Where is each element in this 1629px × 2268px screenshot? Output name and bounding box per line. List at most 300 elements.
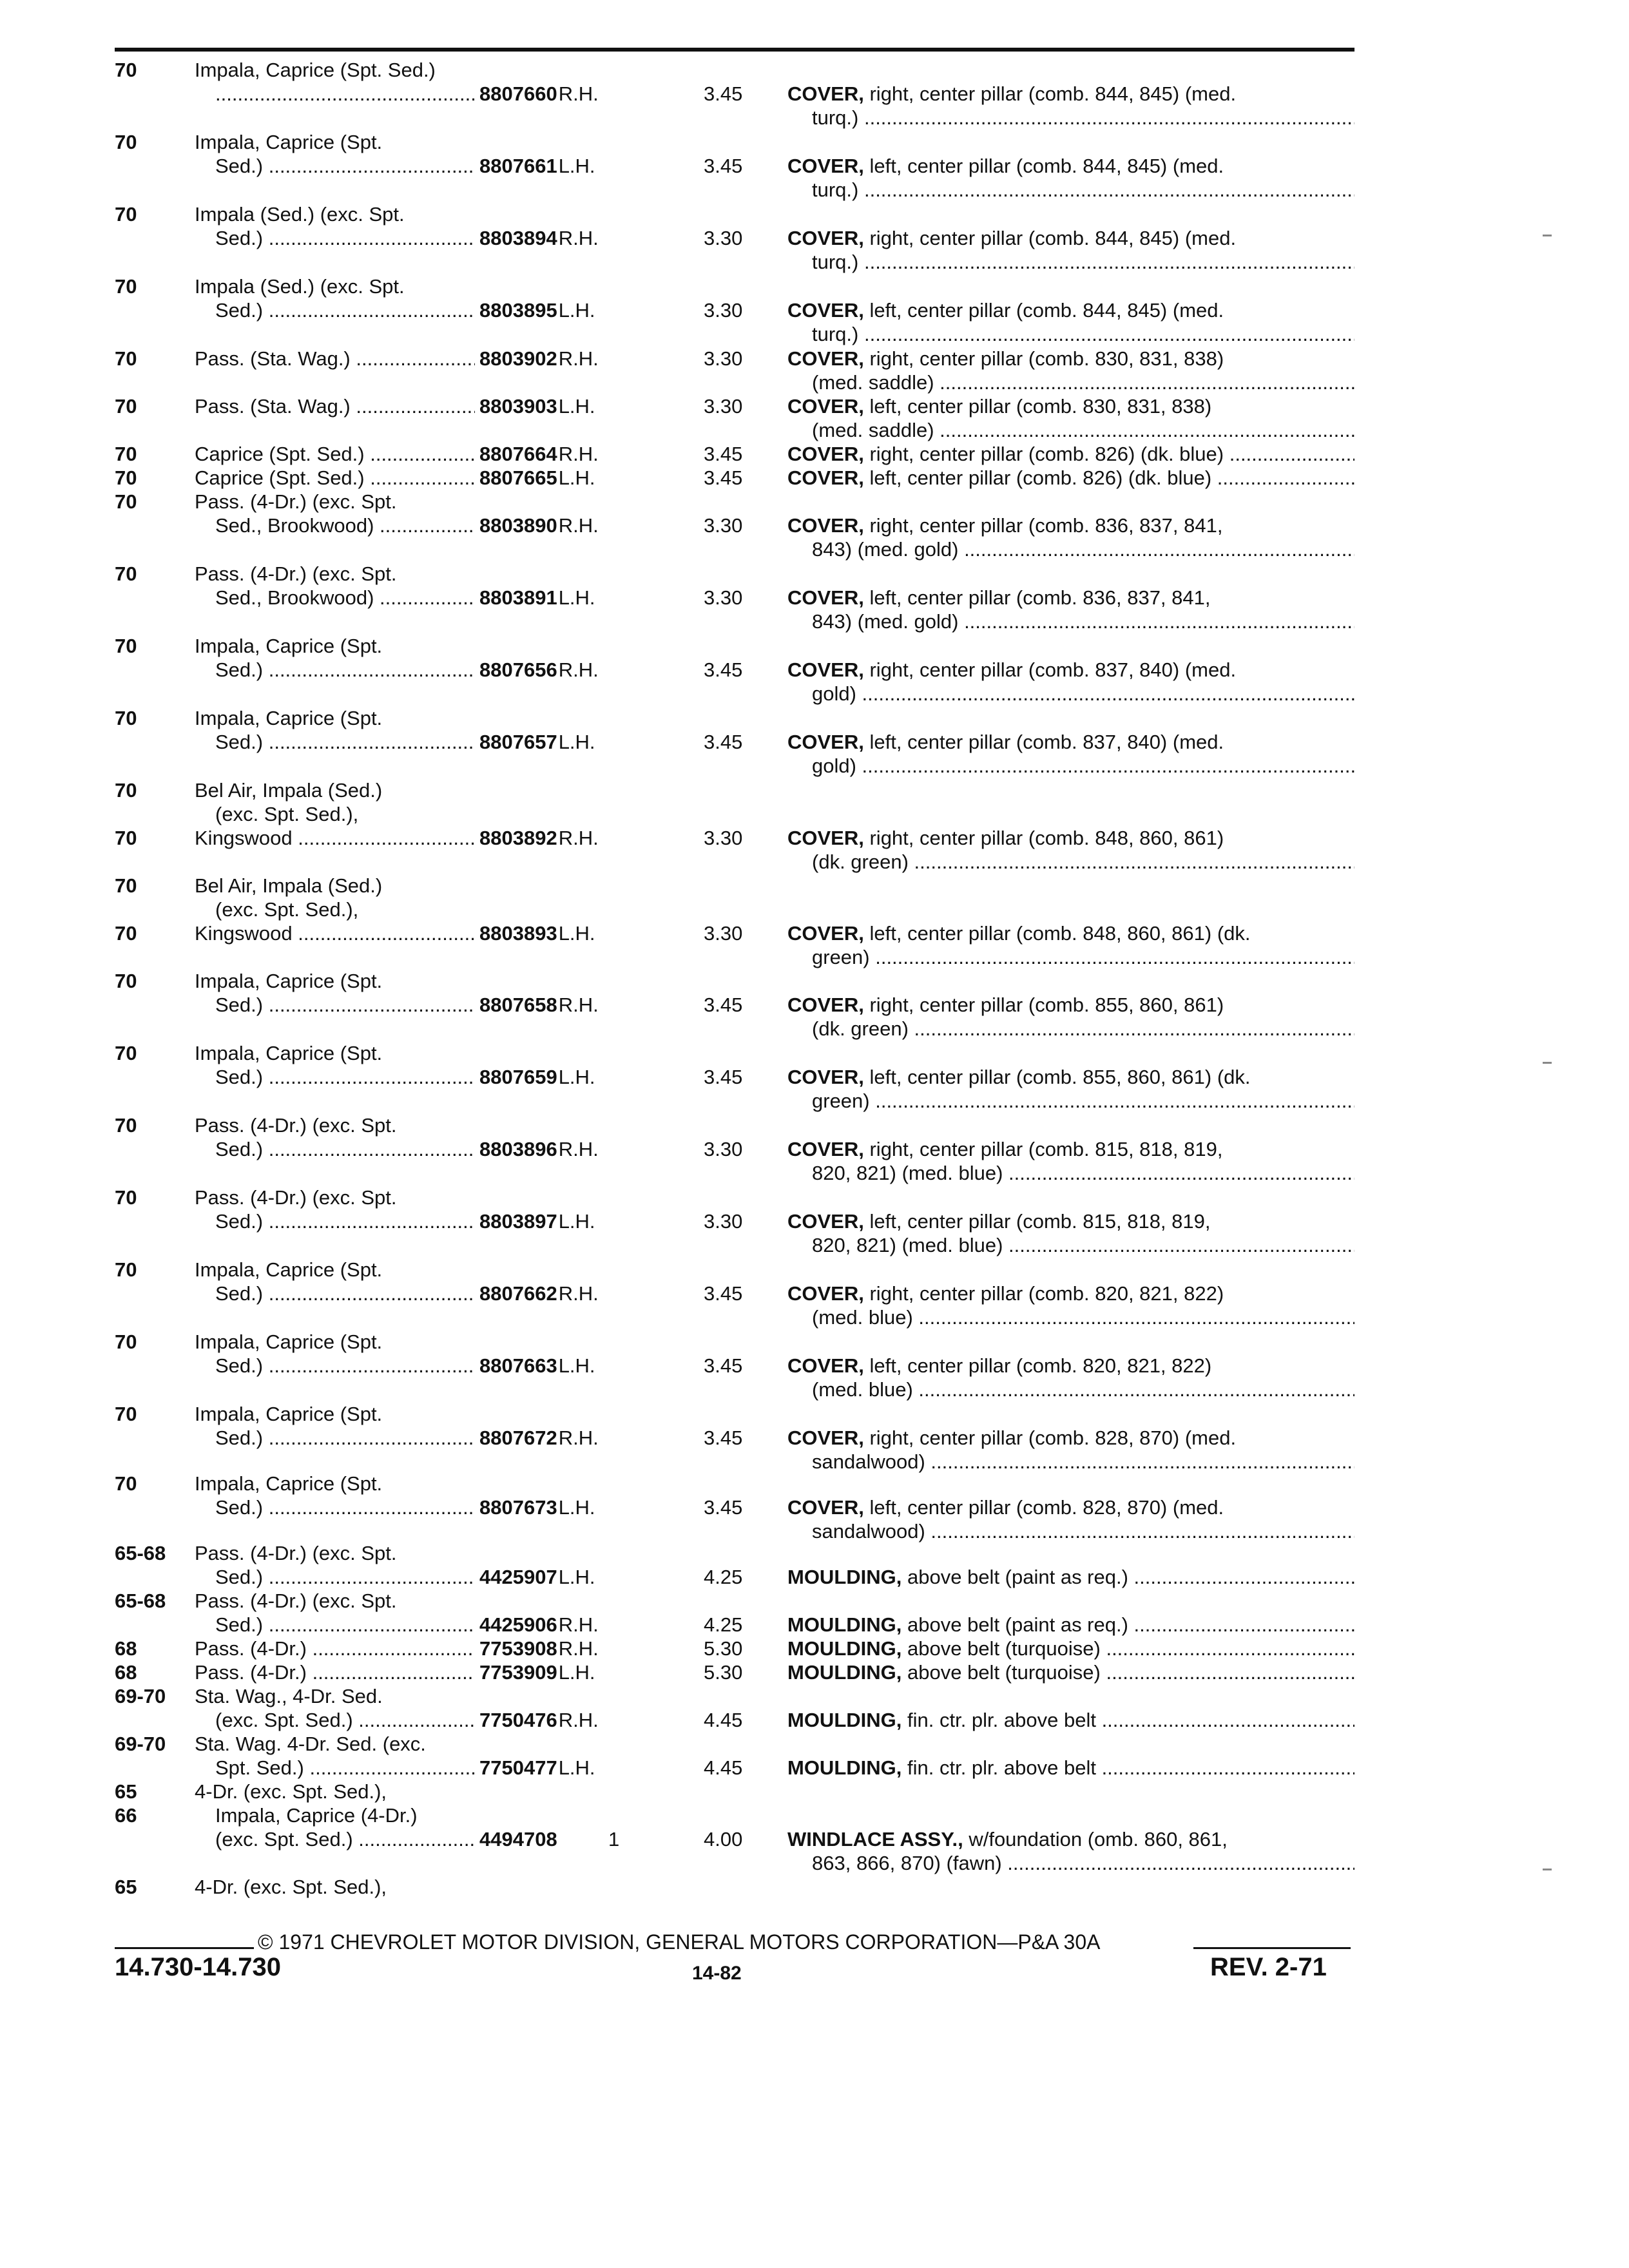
model-description-line: Caprice (Spt. Sed.) ..... (195, 442, 475, 466)
part-description (787, 658, 1354, 706)
side-designation: L.H. (558, 299, 595, 322)
part-description (787, 514, 1354, 561)
model-description-line: (exc. Spt. Sed.) ..... (195, 1708, 475, 1732)
part-name: MOULDING, (787, 1661, 902, 1684)
model-year: 70 (115, 59, 137, 81)
part-description-line (787, 394, 1354, 418)
model-description (195, 274, 475, 322)
model-description-line: Pass. (4-Dr.) (exc. Spt. (195, 1542, 397, 1564)
part-name: COVER, (787, 514, 864, 537)
part-description-line (787, 442, 1354, 466)
model-year: 70 (115, 970, 137, 992)
list-price: 3.30 (704, 347, 743, 370)
side-designation: L.H. (558, 466, 595, 489)
model-description-line: Caprice (Spt. Sed.) ..... (195, 466, 475, 490)
model-description-line: Impala, Caprice (Spt. Sed.) (195, 59, 436, 81)
part-description-line (787, 1519, 1354, 1543)
part-name: COVER, (787, 82, 864, 105)
side-designation: R.H. (558, 827, 599, 849)
part-description-text: right, center pillar (comb. 844, 845) (med. (869, 82, 1237, 105)
part-description-line (787, 1708, 1354, 1732)
part-description (787, 1065, 1354, 1113)
quantity: 1 (608, 1828, 620, 1850)
model-year: 70 (115, 707, 137, 729)
part-number-value: 8807661 (479, 155, 557, 177)
part-description-line (787, 347, 1354, 370)
model-description-line: Impala, Caprice (Spt. (195, 707, 383, 729)
part-number (479, 658, 599, 682)
model-year: 65-68 (115, 1590, 166, 1612)
part-description-line (787, 298, 1354, 322)
part-description-line (787, 178, 1354, 202)
model-description-line: Impala, Caprice (4-Dr.) (215, 1804, 418, 1827)
part-name: WINDLACE ASSY., (787, 1828, 963, 1850)
model-description-line: Sta. Wag., 4-Dr. Sed. (195, 1685, 383, 1707)
list-price: 3.30 (704, 227, 743, 249)
part-name: COVER, (787, 443, 864, 465)
part-description-text: right, center pillar (comb. 837, 840) (med. (869, 658, 1237, 681)
side-designation: R.H. (558, 347, 599, 370)
part-description (787, 347, 1354, 394)
model-description-line: Sed., Brookwood) ..... (195, 586, 475, 610)
list-price: 3.45 (704, 994, 743, 1016)
part-description (787, 1660, 1354, 1684)
side-designation: L.H. (558, 731, 595, 753)
model-description-line: Pass. (4-Dr.) (exc. Spt. (195, 1186, 397, 1209)
part-description (787, 1426, 1354, 1474)
model-year: 70 (115, 827, 137, 849)
part-description-line (787, 945, 1354, 969)
model-description (195, 634, 475, 682)
model-year: 70 (115, 1042, 137, 1064)
model-description-line: Pass. (4-Dr.) (exc. Spt. (195, 562, 397, 585)
part-name: COVER, (787, 994, 864, 1016)
part-name: COVER, (787, 1496, 864, 1519)
part-description-text: (dk. green) (812, 1017, 909, 1040)
part-description (787, 1282, 1354, 1329)
model-description (195, 58, 475, 106)
model-description (195, 969, 475, 1017)
part-description-text: right, center pillar (comb. 815, 818, 819, (869, 1138, 1223, 1160)
part-name: COVER, (787, 395, 864, 418)
model-year: 70 (115, 1186, 137, 1209)
part-name: COVER, (787, 1282, 864, 1305)
part-number-value: 8807662 (479, 1282, 557, 1305)
model-description (195, 466, 475, 490)
model-year: 70 (115, 874, 137, 897)
part-name: MOULDING, (787, 1637, 902, 1660)
part-description-line (787, 1660, 1354, 1684)
model-description-line: Kingswood ..... (195, 921, 475, 945)
model-description (195, 1113, 475, 1161)
list-price: 4.45 (704, 1756, 743, 1779)
part-description-text: 820, 821) (med. blue) (812, 1162, 1003, 1184)
list-price: 3.30 (704, 514, 743, 537)
part-description-line (787, 1827, 1354, 1851)
part-description-line (787, 993, 1354, 1017)
part-description-text: 843) (med. gold) (812, 610, 959, 633)
model-description-line: Impala, Caprice (Spt. (195, 131, 383, 153)
model-description-line: Impala, Caprice (Spt. (195, 1258, 383, 1281)
model-description-line: Impala, Caprice (Spt. (195, 1472, 383, 1495)
side-designation: L.H. (558, 1354, 595, 1377)
part-name: COVER, (787, 299, 864, 322)
model-description (195, 778, 475, 850)
side-designation: R.H. (558, 1637, 599, 1660)
part-number (479, 1637, 599, 1660)
part-number-value: 8807659 (479, 1066, 557, 1088)
model-description (195, 706, 475, 754)
model-year: 70 (115, 395, 137, 418)
model-description-line: Pass. (Sta. Wag.) ..... (195, 394, 475, 418)
part-number-value: 8803892 (479, 827, 557, 849)
model-year: 65-68 (115, 1542, 166, 1564)
part-number-value: 8807673 (479, 1496, 557, 1519)
part-description (787, 1495, 1354, 1543)
part-description (787, 586, 1354, 633)
model-description-line: Sed.) ..... (195, 993, 475, 1017)
model-description-line: Sed.) ..... (195, 730, 475, 754)
side-designation: L.H. (558, 1210, 595, 1233)
part-description (787, 394, 1354, 442)
list-price: 3.45 (704, 466, 743, 489)
part-name: COVER, (787, 1427, 864, 1449)
side-designation: L.H. (558, 155, 595, 177)
part-number-value: 7750476 (479, 1709, 557, 1731)
part-number-value: 8803895 (479, 299, 557, 322)
part-description-text: sandalwood) (812, 1450, 925, 1473)
part-number-value: 4425906 (479, 1613, 557, 1636)
part-name: MOULDING, (787, 1709, 902, 1731)
model-description-line: Pass. (4-Dr.) ..... (195, 1637, 475, 1660)
list-price: 3.30 (704, 1138, 743, 1160)
list-price: 4.00 (704, 1828, 743, 1850)
part-description-text: left, center pillar (comb. 848, 860, 861) (dk. (869, 922, 1251, 945)
part-description (787, 993, 1354, 1041)
part-number (479, 921, 595, 945)
model-description-line: Impala, Caprice (Spt. (195, 1331, 383, 1353)
part-description-line (787, 1426, 1354, 1450)
model-description-line: Sed.) ..... (195, 658, 475, 682)
part-description (787, 466, 1354, 490)
group-range: 14.730-14.730 (115, 1953, 282, 1981)
part-number-value: 8803890 (479, 514, 557, 537)
model-description-line: 4-Dr. (exc. Spt. Sed.), (195, 1876, 387, 1898)
part-number-value: 8803902 (479, 347, 557, 370)
top-rule (115, 48, 1354, 52)
part-description (787, 82, 1354, 130)
part-number (479, 586, 595, 610)
part-description-line (787, 466, 1354, 490)
part-number (479, 466, 595, 490)
model-year: 70 (115, 1403, 137, 1425)
part-name: COVER, (787, 922, 864, 945)
model-year: 70 (115, 131, 137, 153)
model-year: 70 (115, 347, 137, 370)
part-number (479, 394, 595, 418)
model-description-line: Sed.) ..... (195, 226, 475, 250)
model-year: 70 (115, 1114, 137, 1137)
part-name: COVER, (787, 1210, 864, 1233)
side-designation: R.H. (558, 443, 599, 465)
part-description-text: right, center pillar (comb. 820, 821, 822) (869, 1282, 1224, 1305)
part-description-line (787, 682, 1354, 706)
side-designation: L.H. (558, 1661, 595, 1684)
model-description-line: Pass. (4-Dr.) ..... (195, 1660, 475, 1684)
list-price: 3.45 (704, 155, 743, 177)
part-number-value: 8803893 (479, 922, 557, 945)
part-description-text: turq.) (812, 251, 859, 273)
part-number-value: 4494708 (479, 1828, 557, 1850)
part-number-value: 7753909 (479, 1661, 557, 1684)
part-description (787, 1637, 1354, 1660)
part-name: COVER, (787, 155, 864, 177)
model-year: 70 (115, 275, 137, 298)
model-year: 65 (115, 1780, 137, 1803)
list-price: 3.45 (704, 731, 743, 753)
part-description-line (787, 1756, 1354, 1780)
side-designation: R.H. (558, 514, 599, 537)
model-description (195, 1472, 475, 1519)
part-number-value: 8807660 (479, 82, 557, 105)
margin-mark (1543, 1869, 1552, 1870)
model-description-line: Impala, Caprice (Spt. (195, 1403, 383, 1425)
part-description-line (787, 1161, 1354, 1185)
model-description (195, 1875, 475, 1899)
model-description (195, 1684, 475, 1732)
model-description-line: (exc. Spt. Sed.), (215, 898, 359, 921)
model-year: 70 (115, 466, 137, 489)
model-description-line: (exc. Spt. Sed.) ..... (195, 1827, 475, 1851)
part-name: COVER, (787, 227, 864, 249)
list-price: 5.30 (704, 1661, 743, 1684)
model-description-line: Spt. Sed.) ..... (195, 1756, 475, 1780)
part-description (787, 442, 1354, 466)
part-description-line (787, 826, 1354, 850)
part-description-text: right, center pillar (comb. 855, 860, 861) (869, 994, 1224, 1016)
part-number (479, 1354, 595, 1378)
part-description-text: right, center pillar (comb. 848, 860, 861) (869, 827, 1224, 849)
model-year: 69-70 (115, 1733, 166, 1755)
part-name: COVER, (787, 731, 864, 753)
part-description-line (787, 1233, 1354, 1257)
part-description-text: left, center pillar (comb. 844, 845) (med. (869, 299, 1224, 322)
part-description-line (787, 250, 1354, 274)
part-description-text: gold) (812, 682, 856, 705)
model-year: 70 (115, 635, 137, 657)
part-description-text: left, center pillar (comb. 837, 840) (med. (869, 731, 1224, 753)
part-number (479, 154, 595, 178)
model-description-line: Sed.) ..... (195, 1354, 475, 1378)
list-price: 3.30 (704, 586, 743, 609)
part-description (787, 1209, 1354, 1257)
part-description (787, 1756, 1354, 1780)
part-description-text: green) (812, 1090, 870, 1112)
footer-rule-left (115, 1947, 254, 1949)
part-name: MOULDING, (787, 1566, 902, 1588)
part-description (787, 1354, 1354, 1401)
part-description-text: (med. blue) (812, 1378, 913, 1401)
side-designation: R.H. (558, 1613, 599, 1636)
model-description-line: Sed.) ..... (195, 1137, 475, 1161)
part-description-line (787, 226, 1354, 250)
model-description (195, 442, 475, 466)
part-name: COVER, (787, 586, 864, 609)
part-description-text: turq.) (812, 178, 859, 201)
list-price: 4.45 (704, 1709, 743, 1731)
part-description-line (787, 1851, 1354, 1875)
part-description-text: turq.) (812, 106, 859, 129)
model-year: 70 (115, 490, 137, 513)
model-description-line: Sed.) ..... (195, 1613, 475, 1637)
side-designation: R.H. (558, 227, 599, 249)
part-description-text: turq.) (812, 323, 859, 345)
part-description-line (787, 106, 1354, 130)
part-description-line (787, 1613, 1354, 1637)
part-number-value: 8807656 (479, 658, 557, 681)
part-number-value: 8803897 (479, 1210, 557, 1233)
part-description-line (787, 514, 1354, 537)
part-description-line (787, 1089, 1354, 1113)
part-number-value: 8803896 (479, 1138, 557, 1160)
part-number (479, 226, 599, 250)
part-description-text: green) (812, 946, 870, 968)
model-description-line: Kingswood ..... (195, 826, 475, 850)
model-description-line: 4-Dr. (exc. Spt. Sed.), (195, 1780, 387, 1803)
part-description-line (787, 322, 1354, 346)
side-designation: R.H. (558, 658, 599, 681)
part-description-line (787, 610, 1354, 633)
part-number-value: 8807665 (479, 466, 557, 489)
side-designation: R.H. (558, 1138, 599, 1160)
part-description (787, 226, 1354, 274)
part-description-line (787, 1495, 1354, 1519)
model-year: 70 (115, 443, 137, 465)
part-number-value: 8803894 (479, 227, 557, 249)
part-description-text: (med. blue) (812, 1306, 913, 1329)
part-description (787, 1708, 1354, 1732)
list-price: 3.30 (704, 395, 743, 418)
part-description-line (787, 1137, 1354, 1161)
copyright-notice: © 1971 CHEVROLET MOTOR DIVISION, GENERAL MOTORS CORPORATION—P&A 30A (258, 1930, 1101, 1954)
part-description-text: 820, 821) (med. blue) (812, 1234, 1003, 1256)
model-description (195, 394, 475, 418)
part-number (479, 1282, 599, 1305)
part-description (787, 730, 1354, 778)
part-description-text: sandalwood) (812, 1520, 925, 1542)
part-description-text: right, center pillar (comb. 844, 845) (med. (869, 227, 1237, 249)
model-description-line: Sed., Brookwood) ..... (195, 514, 475, 537)
model-year: 69-70 (115, 1685, 166, 1707)
part-description-line (787, 754, 1354, 778)
part-description-line (787, 82, 1354, 106)
model-description-line: Pass. (Sta. Wag.) ..... (195, 347, 475, 370)
model-description-line: Impala, Caprice (Spt. (195, 970, 383, 992)
part-name: MOULDING, (787, 1756, 902, 1779)
list-price: 3.30 (704, 922, 743, 945)
side-designation: R.H. (558, 82, 599, 105)
part-description-text: left, center pillar (comb. 855, 860, 861) (dk. (869, 1066, 1251, 1088)
part-description-line (787, 418, 1354, 442)
part-number (479, 1137, 599, 1161)
part-number (479, 1827, 557, 1851)
model-description (195, 202, 475, 250)
model-year: 70 (115, 1331, 137, 1353)
part-description-text: 863, 866, 870) (fawn) (812, 1852, 1002, 1874)
footer-rule-right (1193, 1947, 1351, 1949)
list-price: 3.30 (704, 1210, 743, 1233)
part-description-text: above belt (turquoise) (907, 1637, 1101, 1660)
part-description-text: left, center pillar (comb. 820, 821, 822) (869, 1354, 1212, 1377)
part-description-line (787, 1637, 1354, 1660)
side-designation: L.H. (558, 395, 595, 418)
part-description-text: gold) (812, 754, 856, 777)
side-designation: R.H. (558, 994, 599, 1016)
model-description (195, 1541, 475, 1589)
part-description-text: left, center pillar (comb. 828, 870) (med. (869, 1496, 1224, 1519)
part-description (787, 298, 1354, 346)
part-description-text: left, center pillar (comb. 826) (dk. blue) (869, 466, 1212, 489)
model-description-line: Impala, Caprice (Spt. (195, 635, 383, 657)
side-designation: R.H. (558, 1427, 599, 1449)
part-description-line (787, 1017, 1354, 1041)
list-price: 4.25 (704, 1566, 743, 1588)
part-number (479, 1708, 599, 1732)
model-year: 68 (115, 1637, 137, 1660)
part-name: COVER, (787, 827, 864, 849)
model-description-line: Sed.) ..... (195, 1495, 475, 1519)
part-description-line (787, 537, 1354, 561)
margin-mark (1543, 235, 1552, 236)
list-price: 4.25 (704, 1613, 743, 1636)
part-description-line (787, 1565, 1354, 1589)
part-number (479, 1756, 595, 1780)
model-description-line: Impala (Sed.) (exc. Spt. (195, 203, 405, 226)
list-price: 3.45 (704, 658, 743, 681)
side-designation: L.H. (558, 1566, 595, 1588)
part-description-line (787, 1450, 1354, 1474)
part-description (787, 826, 1354, 874)
margin-mark (1543, 1062, 1552, 1064)
model-description-line: Sta. Wag. 4-Dr. Sed. (exc. (195, 1733, 426, 1755)
model-description (195, 1589, 475, 1637)
model-description-line: Sed.) ..... (195, 1426, 475, 1450)
model-year: 70 (115, 1472, 137, 1495)
list-price: 3.45 (704, 1427, 743, 1449)
model-description-line: Bel Air, Impala (Sed.) (195, 779, 383, 802)
model-description (195, 1258, 475, 1305)
part-description (787, 1827, 1354, 1875)
part-number (479, 826, 599, 850)
part-description (787, 1613, 1354, 1637)
part-description-text: (dk. green) (812, 850, 909, 873)
model-description (195, 1660, 475, 1684)
part-number (479, 1660, 595, 1684)
model-description (195, 1780, 475, 1851)
model-description-line: (exc. Spt. Sed.), (215, 803, 359, 825)
list-price: 3.45 (704, 1496, 743, 1519)
part-number (479, 1495, 595, 1519)
side-designation: L.H. (558, 1756, 595, 1779)
revision-label: REV. 2-71 (1210, 1953, 1327, 1981)
part-number (479, 993, 599, 1017)
model-description (195, 1041, 475, 1089)
part-description-text: above belt (paint as req.) (907, 1613, 1128, 1636)
part-description-line (787, 730, 1354, 754)
side-designation: L.H. (558, 1066, 595, 1088)
part-number-value: 8807658 (479, 994, 557, 1016)
model-year: 70 (115, 562, 137, 585)
